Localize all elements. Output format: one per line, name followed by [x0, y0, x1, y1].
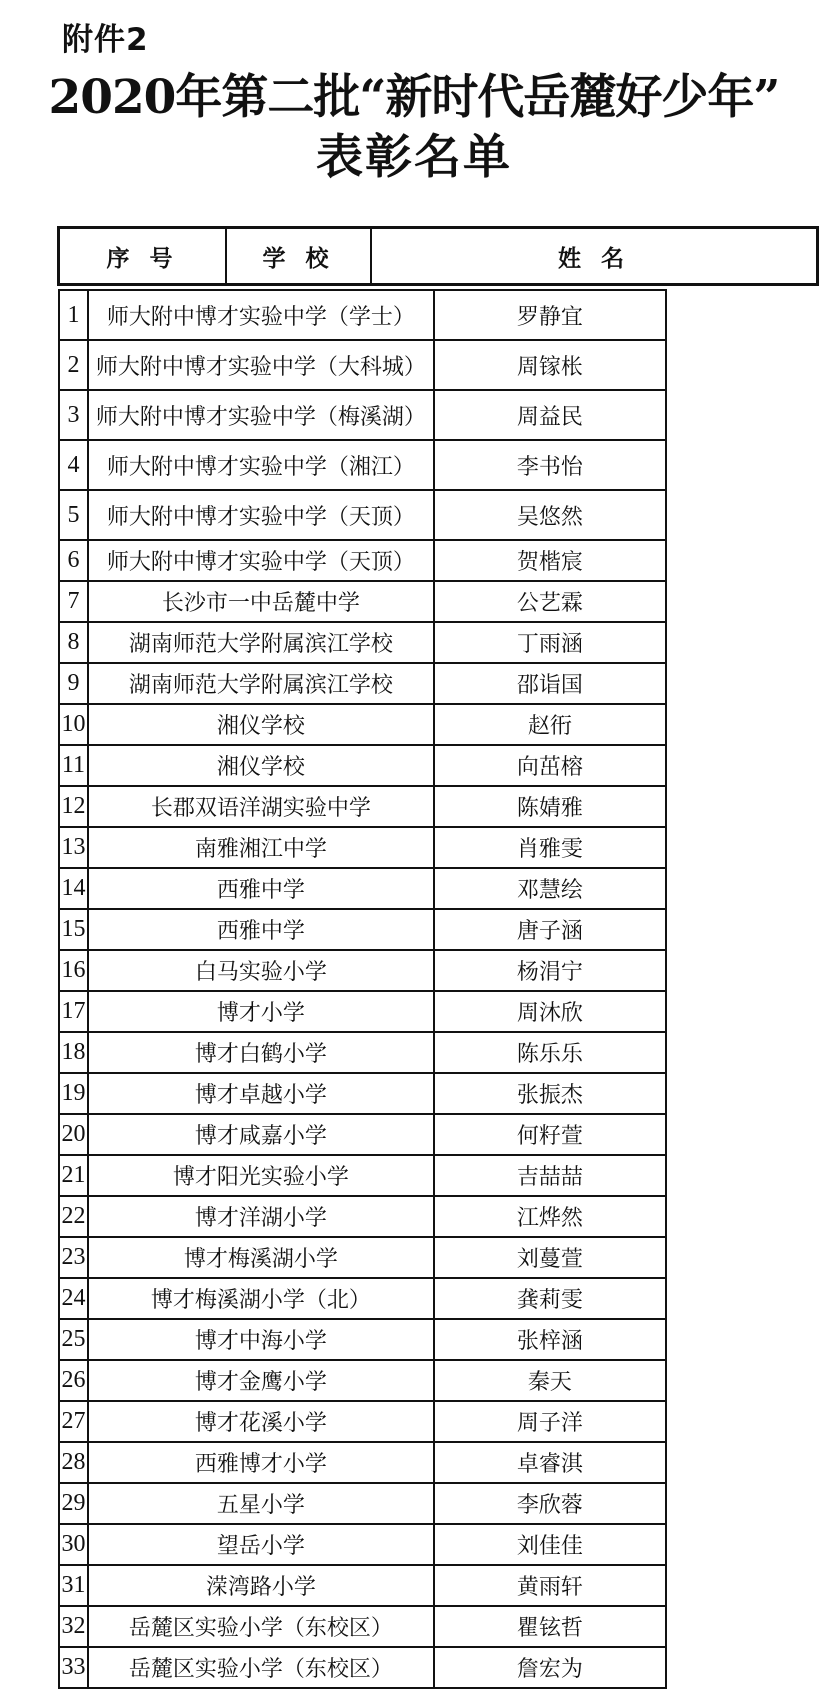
row-number: 23	[59, 1237, 88, 1278]
row-number: 28	[59, 1442, 88, 1483]
school-cell: 师大附中博才实验中学（湘江）	[88, 440, 434, 490]
school-cell: 师大附中博才实验中学（梅溪湖）	[88, 390, 434, 440]
honoree-table-body	[59, 290, 666, 1688]
row-number: 18	[59, 1032, 88, 1073]
table-row	[59, 909, 666, 950]
school-cell: 白马实验小学	[88, 950, 434, 991]
school-cell: 西雅博才小学	[88, 1442, 434, 1483]
school-cell: 湘仪学校	[88, 704, 434, 745]
table-row	[59, 1114, 666, 1155]
row-number: 24	[59, 1278, 88, 1319]
student-name-cell: 周沐欣	[434, 991, 666, 1032]
table-row	[59, 827, 666, 868]
school-cell: 博才梅溪湖小学（北）	[88, 1278, 434, 1319]
row-number: 17	[59, 991, 88, 1032]
row-number: 6	[59, 540, 88, 581]
table-row	[59, 704, 666, 745]
table-row	[59, 1237, 666, 1278]
school-cell: 博才白鹤小学	[88, 1032, 434, 1073]
student-name-cell: 吉喆喆	[434, 1155, 666, 1196]
school-cell: 博才卓越小学	[88, 1073, 434, 1114]
row-number: 16	[59, 950, 88, 991]
student-name-cell: 陈婧雅	[434, 786, 666, 827]
student-name-cell: 周益民	[434, 390, 666, 440]
school-cell: 博才梅溪湖小学	[88, 1237, 434, 1278]
table-row	[59, 1606, 666, 1647]
row-number: 3	[59, 390, 88, 440]
row-number: 32	[59, 1606, 88, 1647]
document-title-line1: 2020年第二批“新时代岳麓好少年”	[48, 70, 780, 125]
school-cell: 西雅中学	[88, 868, 434, 909]
row-number: 9	[59, 663, 88, 704]
school-cell: 溁湾路小学	[88, 1565, 434, 1606]
student-name-cell: 吴悠然	[434, 490, 666, 540]
header-school: 学 校	[227, 229, 372, 283]
row-number: 10	[59, 704, 88, 745]
table-row	[59, 290, 666, 340]
row-number: 29	[59, 1483, 88, 1524]
table-row	[59, 1032, 666, 1073]
table-row	[59, 1565, 666, 1606]
table-row	[59, 991, 666, 1032]
student-name-cell: 刘佳佳	[434, 1524, 666, 1565]
row-number: 12	[59, 786, 88, 827]
student-name-cell: 瞿铉哲	[434, 1606, 666, 1647]
student-name-cell: 张振杰	[434, 1073, 666, 1114]
school-cell: 岳麓区实验小学（东校区）	[88, 1606, 434, 1647]
student-name-cell: 贺楷宸	[434, 540, 666, 581]
student-name-cell: 赵衎	[434, 704, 666, 745]
row-number: 31	[59, 1565, 88, 1606]
table-row	[59, 1360, 666, 1401]
school-cell: 博才花溪小学	[88, 1401, 434, 1442]
student-name-cell: 黄雨轩	[434, 1565, 666, 1606]
school-cell: 湖南师范大学附属滨江学校	[88, 663, 434, 704]
school-cell: 师大附中博才实验中学（学士）	[88, 290, 434, 340]
school-cell: 博才金鹰小学	[88, 1360, 434, 1401]
school-cell: 博才小学	[88, 991, 434, 1032]
table-row	[59, 950, 666, 991]
student-name-cell: 杨涓宁	[434, 950, 666, 991]
school-cell: 师大附中博才实验中学（天顶）	[88, 490, 434, 540]
student-name-cell: 詹宏为	[434, 1647, 666, 1688]
table-row	[59, 581, 666, 622]
table-row	[59, 1155, 666, 1196]
row-number: 21	[59, 1155, 88, 1196]
table-row	[59, 540, 666, 581]
student-name-cell: 张梓涵	[434, 1319, 666, 1360]
student-name-cell: 邓慧绘	[434, 868, 666, 909]
school-cell: 博才咸嘉小学	[88, 1114, 434, 1155]
student-name-cell: 龚莉雯	[434, 1278, 666, 1319]
student-name-cell: 周子洋	[434, 1401, 666, 1442]
row-number: 1	[59, 290, 88, 340]
student-name-cell: 公艺霖	[434, 581, 666, 622]
table-row	[59, 490, 666, 540]
student-name-cell: 江烨然	[434, 1196, 666, 1237]
table-row	[59, 663, 666, 704]
honoree-table	[58, 289, 667, 1689]
row-number: 26	[59, 1360, 88, 1401]
school-cell: 西雅中学	[88, 909, 434, 950]
table-row	[59, 1483, 666, 1524]
row-number: 5	[59, 490, 88, 540]
attachment-label: 附件2	[62, 22, 149, 58]
row-number: 33	[59, 1647, 88, 1688]
student-name-cell: 卓睿淇	[434, 1442, 666, 1483]
row-number: 8	[59, 622, 88, 663]
row-number: 14	[59, 868, 88, 909]
header-name: 姓 名	[557, 245, 630, 272]
student-name-cell: 丁雨涵	[434, 622, 666, 663]
school-cell: 五星小学	[88, 1483, 434, 1524]
student-name-cell: 向茁榕	[434, 745, 666, 786]
table-row	[59, 1401, 666, 1442]
student-name-cell: 刘蔓萱	[434, 1237, 666, 1278]
school-cell: 师大附中博才实验中学（大科城）	[88, 340, 434, 390]
row-number: 15	[59, 909, 88, 950]
table-row	[59, 1073, 666, 1114]
school-cell: 博才阳光实验小学	[88, 1155, 434, 1196]
school-cell: 师大附中博才实验中学（天顶）	[88, 540, 434, 581]
student-name-cell: 罗静宜	[434, 290, 666, 340]
student-name-cell: 李书怡	[434, 440, 666, 490]
student-name-cell: 李欣蓉	[434, 1483, 666, 1524]
row-number: 19	[59, 1073, 88, 1114]
school-cell: 博才中海小学	[88, 1319, 434, 1360]
row-number: 22	[59, 1196, 88, 1237]
table-row	[59, 1442, 666, 1483]
student-name-cell: 唐子涵	[434, 909, 666, 950]
table-row	[59, 1524, 666, 1565]
table-row	[59, 390, 666, 440]
school-cell: 湖南师范大学附属滨江学校	[88, 622, 434, 663]
document-title-line2: 表彰名单	[316, 130, 512, 185]
school-cell: 湘仪学校	[88, 745, 434, 786]
table-row	[59, 868, 666, 909]
school-cell: 长郡双语洋湖实验中学	[88, 786, 434, 827]
table-row	[59, 786, 666, 827]
table-row	[59, 1647, 666, 1688]
student-name-cell: 陈乐乐	[434, 1032, 666, 1073]
header-index: 序 号	[60, 229, 227, 283]
table-row	[59, 1319, 666, 1360]
header-table	[57, 226, 819, 286]
student-name-cell: 邵诣国	[434, 663, 666, 704]
student-name-cell: 何籽萱	[434, 1114, 666, 1155]
table-row	[59, 1278, 666, 1319]
row-number: 20	[59, 1114, 88, 1155]
school-cell: 博才洋湖小学	[88, 1196, 434, 1237]
table-row	[59, 1196, 666, 1237]
row-number: 30	[59, 1524, 88, 1565]
table-row	[59, 622, 666, 663]
row-number: 7	[59, 581, 88, 622]
school-cell: 望岳小学	[88, 1524, 434, 1565]
table-row	[59, 745, 666, 786]
student-name-cell: 肖雅雯	[434, 827, 666, 868]
row-number: 27	[59, 1401, 88, 1442]
student-name-cell: 秦天	[434, 1360, 666, 1401]
row-number: 4	[59, 440, 88, 490]
school-cell: 长沙市一中岳麓中学	[88, 581, 434, 622]
school-cell: 南雅湘江中学	[88, 827, 434, 868]
table-row	[59, 440, 666, 490]
row-number: 11	[59, 745, 88, 786]
student-name-cell: 周镓枨	[434, 340, 666, 390]
row-number: 2	[59, 340, 88, 390]
row-number: 25	[59, 1319, 88, 1360]
row-number: 13	[59, 827, 88, 868]
school-cell: 岳麓区实验小学（东校区）	[88, 1647, 434, 1688]
table-row	[59, 340, 666, 390]
